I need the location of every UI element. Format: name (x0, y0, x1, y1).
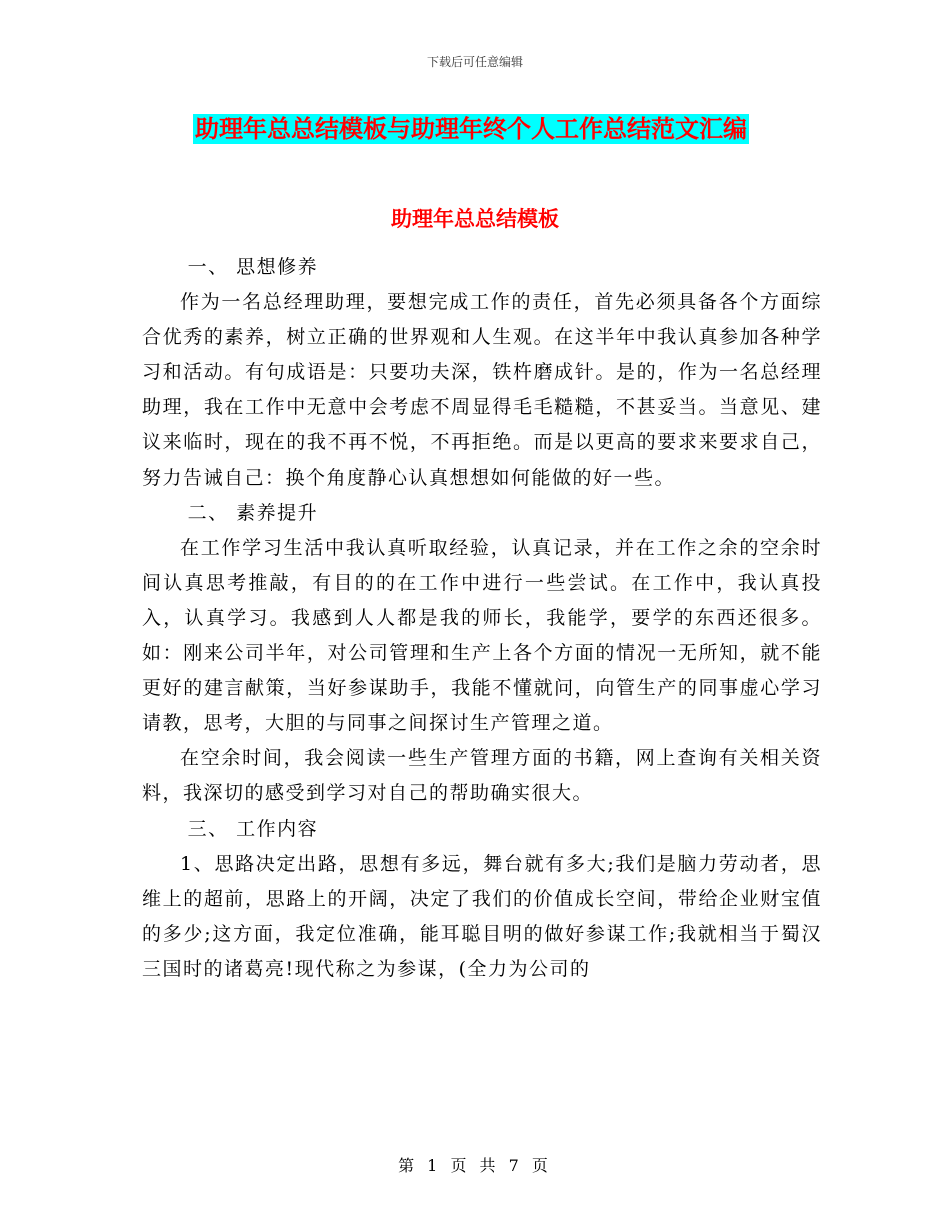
page-footer: 第 1 页 共 7 页 (398, 1156, 552, 1175)
paragraph: 在工作学习生活中我认真听取经验，认真记录，并在工作之余的空余时间认真思考推敲，有目的的在工作中进行一些尝试。在工作中，我认真投入，认真学习。我感到人人都是我的师长，我能学，要学的东西还很多。如：刚来公司半年，对公司管理和生产上各个方面的情况一无所知，就不能更好的建言献策，当好参谋助手，我能不懂就问，向管生产的同事虚心学习请教，思考，大胆的与同事之间探讨生产管理之道。 (142, 536, 822, 735)
document-title: 助理年总总结模板与助理年终个人工作总结范文汇编 (195, 115, 747, 143)
document-body (142, 250, 822, 987)
section-heading: 二、 素养提升 (187, 501, 319, 524)
paragraph: 1、思路决定出路，思想有多远，舞台就有多大;我们是脑力劳动者，思维上的超前，思路上的开阔，决定了我们的价值成长空间，带给企业财宝值的多少;这方面，我定位准确，能耳聪目明的做好参谋工作;我就相当于蜀汉三国时的诸葛亮!现代称之为参谋，(全力为公司的 (142, 852, 822, 980)
paragraph: 作为一名总经理助理，要想完成工作的责任，首先必须具备各个方面综合优秀的素养，树立正确的世界观和人生观。在这半年中我认真参加各种学习和活动。有句成语是：只要功夫深，铁杵磨成针。是的，作为一名总经理助理，我在工作中无意中会考虑不周显得毛毛糙糙，不甚妥当。当意见、建议来临时，现在的我不再不悦，不再拒绝。而是以更高的要求来要求自己，努力告诫自己：换个角度静心认真想想如何能做的好一些。 (142, 291, 822, 489)
paragraph: 在空余时间，我会阅读一些生产管理方面的书籍，网上查询有关相关资料，我深切的感受到学习对自己的帮助确实很大。 (142, 747, 822, 805)
section-heading: 三、 工作内容 (187, 817, 319, 840)
section-heading: 一、 思想修养 (187, 256, 319, 278)
header-note: 下载后可任意编辑 (426, 55, 523, 69)
section-title: 助理年总总结模板 (391, 207, 559, 231)
